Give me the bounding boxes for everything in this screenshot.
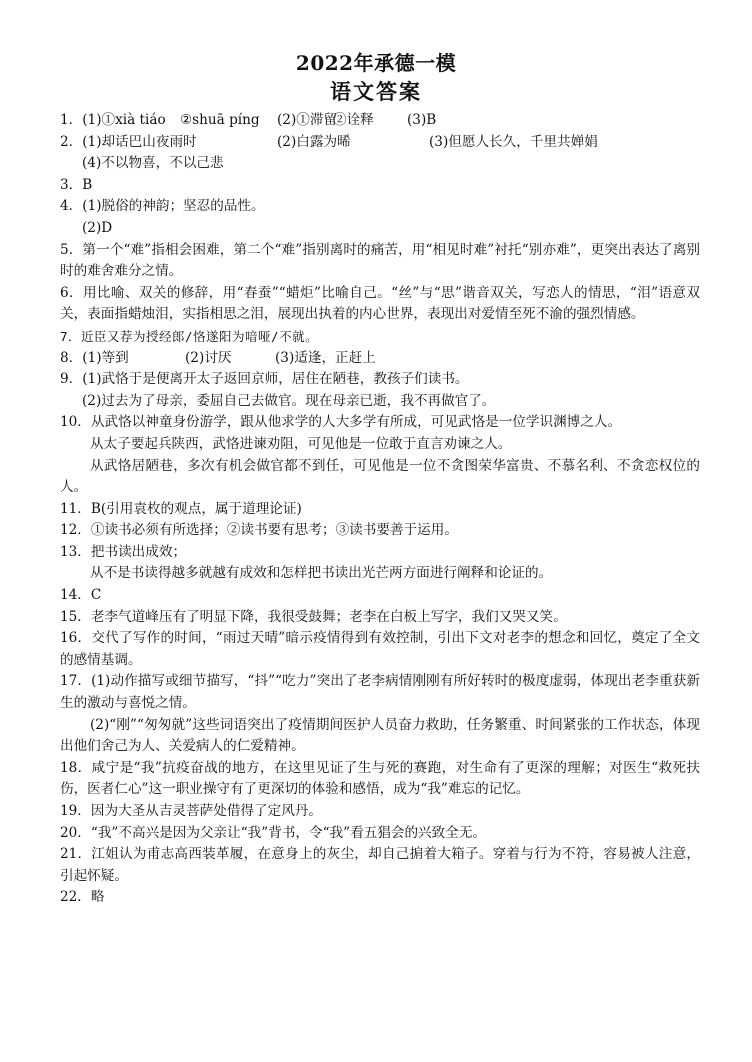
answer-1-part-c: (2)①滞留 — [277, 112, 338, 128]
answer-8 — [60, 348, 700, 370]
answer-12: 12．①读书必须有所选择；②读书要有思考；③读书要善于运用。 — [60, 522, 458, 539]
answer-10-part-a: 10．从武恪以神童身份游学，跟从他求学的人大多学有所成，可见武恪是一位学识渊博之人。 — [60, 414, 622, 431]
answer-list — [60, 110, 700, 909]
answer-10-part-c: 从武恪居陋巷，多次有机会做官都不到任，可见他是一位不贪图荣华富贵、不慕名利、不贪恋权位的人。 — [60, 457, 700, 496]
answer-17-part-a: 17．(1)动作描写或细节描写，“抖”“吃力”突出了老李病情刚刚有所好转时的极度虚弱，体现出老李重获新生的激动与喜悦之情。 — [60, 673, 700, 712]
answer-6: 6．用比喻、双关的修辞，用“春蚕”“蜡炬”比喻自己。“丝”与“思”谐音双关，写恋人的情思，“泪”语意双关，表面指蜡烛泪，实指相思之泪，展现出执着的内心世界，表现出对爱情至死不渝的强烈情感。 — [60, 284, 700, 323]
answer-8-part-b: (2)讨厌 — [185, 349, 232, 366]
answer-2 — [60, 132, 700, 154]
answer-5: 5．第一个“难”指相会困难，第二个“难”指别离时的痛苦，用“相见时难”衬托“别亦难”，更突出表达了离别时的难舍难分之情。 — [60, 241, 700, 280]
answer-2-part-d: (4)不以物喜，不以己悲 — [82, 155, 224, 172]
page-title: 2022年承德一模 — [295, 51, 457, 75]
answer-2-part-a: 2．(1)却话巴山夜雨时 — [60, 133, 197, 150]
page-subtitle: 语文答案 — [330, 79, 422, 104]
answer-16: 16．交代了写作的时间，“雨过天晴”暗示疫情得到有效控制，引出下文对老李的想念和回忆，奠定了全文的感情基调。 — [60, 630, 700, 668]
answer-7: 7．近臣又荐为授经郎/恪遂阳为喑哑/不就。 — [60, 328, 319, 344]
answer-4-part-a: 4．(1)脱俗的神韵；坚忍的品性。 — [60, 198, 265, 215]
answer-1-part-d: ②诠释 — [333, 112, 374, 128]
answer-1-part-b: ②shuā píng — [180, 112, 260, 128]
answer-3: 3．B — [60, 176, 93, 193]
answer-22: 22．略 — [60, 889, 105, 906]
answer-14: 14．C — [60, 587, 102, 604]
answer-20: 20．“我”不高兴是因为父亲让“我”背书，令“我”看五猖会的兴致全无。 — [60, 824, 487, 841]
answer-21: 21．江姐认为甫志高西装革履，在意身上的灰尘，却自己掮着大箱子。穿着与行为不符，容易被人注意，引起怀疑。 — [60, 846, 700, 884]
answer-10-part-b: 从太子要起兵陕西，武恪进谏劝阻，可见他是一位敢于直言劝谏之人。 — [90, 435, 512, 452]
answer-2-part-b: (2)白露为晞 — [277, 133, 351, 150]
answer-1-part-a: 1．(1)①xià tiáo — [60, 112, 166, 128]
answer-8-part-c: (3)适逢，正赶上 — [275, 349, 376, 366]
answer-9-part-b: (2)过去为了母亲，委屈自己去做官。现在母亲已逝，我不再做官了。 — [82, 392, 496, 409]
answer-2-part-c: (3)但愿人长久，千里共婵娟 — [429, 133, 598, 150]
answer-1 — [60, 110, 700, 132]
answer-11: 11．B(引用袁枚的观点，属于道理论证) — [60, 500, 302, 517]
answer-8-part-a: 8．(1)等到 — [60, 349, 129, 366]
answer-4-part-b: (2)D — [82, 219, 113, 236]
answer-9-part-a: 9．(1)武恪于是便离开太子返回京师，居住在陋巷，教孩子们读书。 — [60, 371, 469, 388]
answer-17-part-b: (2)“刚”“匆匆就”这些词语突出了疫情期间医护人员奋力救助，任务繁重、时间紧张的工作状态，体现出他们舍己为人、关爱病人的仁爱精神。 — [60, 716, 700, 755]
answer-13-part-a: 13．把书读出成效； — [60, 543, 187, 560]
answer-13-part-b: 从不是书读得越多就越有成效和怎样把书读出光芒两方面进行阐释和论证的。 — [90, 565, 553, 582]
answer-18: 18．咸宁是“我”抗疫奋战的地方，在这里见证了生与死的赛跑，对生命有了更深的理解；对医生“救死扶伤，医者仁心”这一职业操守有了更深切的体验和感悟，成为“我”难忘的记忆。 — [60, 759, 700, 798]
answer-1-part-e: (3)B — [407, 112, 437, 128]
answer-19: 19．因为大圣从吉灵菩萨处借得了定风丹。 — [60, 803, 322, 819]
answer-15: 15．老李气道峰压有了明显下降，我很受鼓舞；老李在白板上写字，我们又哭又笑。 — [60, 608, 567, 625]
